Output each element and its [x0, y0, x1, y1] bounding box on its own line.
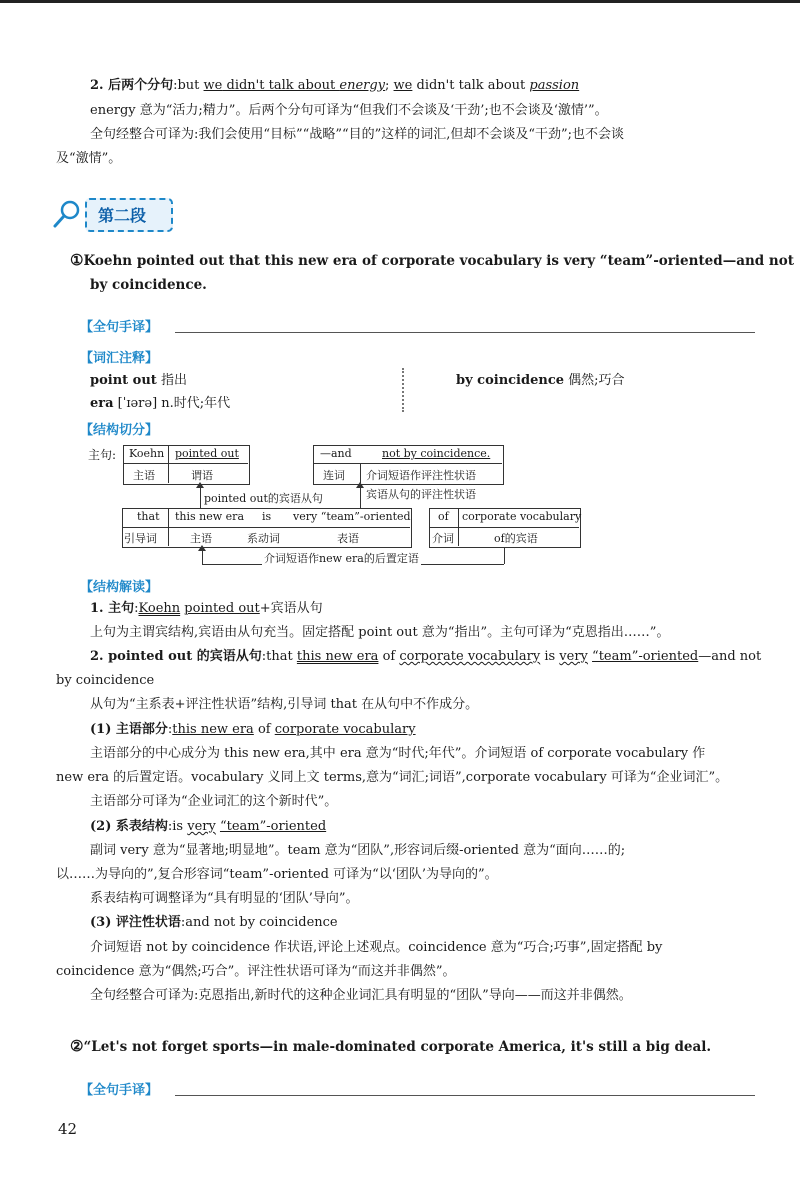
- diag-bracket-right: [504, 547, 505, 564]
- p2-text2: 以……为导向的”,复合形容词“team”-oriented 可译为“以‘团队’为导向的”。: [56, 867, 498, 882]
- p1-corp-vocab: corporate vocabulary: [274, 722, 416, 737]
- s1-vocab-tag: 【词汇注释】: [80, 351, 159, 366]
- word-we-1: we: [203, 78, 223, 93]
- p2-very: very: [187, 819, 216, 834]
- diag-of: of: [438, 510, 449, 523]
- s1-summary: 全句经整合可译为:克恩指出,新时代的这种企业词汇具有明显的“团队”导向——而这并非偶然。: [90, 988, 632, 1003]
- s2-translate-line[interactable]: [175, 1095, 755, 1096]
- section-heading: 第二段: [98, 206, 147, 225]
- p2-text3: 系表结构可调整译为“具有明显的‘团队’导向”。: [90, 891, 359, 906]
- diag-comment-adv: 宾语从句的评注性状语: [366, 488, 476, 501]
- s1-sentence-l2: by coincidence.: [90, 277, 207, 293]
- a2-tail: —and not: [698, 649, 762, 664]
- s1-number: ①: [70, 251, 84, 269]
- p1-of: of: [253, 722, 275, 737]
- diag-main-mid: [123, 463, 248, 464]
- p1-label: (1) 主语部分: [90, 722, 168, 737]
- a1-text: 上句为主谓宾结构,宾语由从句充当。固定搭配 point out 意为“指出”。主句可译为“克恩指出……”。: [90, 625, 670, 640]
- diag-and-mid: [313, 463, 502, 464]
- phrase-didnt-talk-1: didn't talk about: [222, 78, 340, 93]
- diag-subj2: 主语: [190, 532, 212, 545]
- a1-pointed-out: pointed out: [184, 601, 260, 616]
- arrow-up-icon-2: [356, 482, 364, 488]
- diag-linkv: 系动词: [247, 532, 280, 545]
- a2-pre: :that: [261, 649, 297, 664]
- vocab1-term: point out: [90, 373, 157, 388]
- a2-label: 2. pointed out 的宾语从句: [90, 649, 262, 664]
- diag-pred2: 表语: [337, 532, 359, 545]
- diag-postmod: 介词短语作new era的后置定语: [264, 552, 419, 565]
- s1-line1: [70, 251, 794, 270]
- arrow-up-icon-3: [198, 545, 206, 551]
- diag-main-sep: [168, 445, 169, 483]
- a1-colon: :: [134, 601, 139, 616]
- vocab2: [90, 395, 230, 413]
- a1-heading: [90, 600, 323, 618]
- diag-corp-vocab: corporate vocabulary: [462, 510, 582, 523]
- p1-text2: new era 的后置定语。vocabulary 义同上文 terms,意为“词汇;词语”,corporate vocabulary 可译为“企业词汇”。: [56, 770, 729, 785]
- s1-sentence-l1: Koehn pointed out that this new era of corporate vocabulary is very “team”-oriented—and not: [83, 253, 794, 269]
- vocab2-term: era: [90, 396, 114, 411]
- top-rule: [0, 0, 800, 3]
- a1-label: 1. 主句: [90, 601, 135, 616]
- diag-obj-clause: pointed out的宾语从句: [204, 492, 323, 505]
- diag-intro: 引导词: [124, 532, 157, 545]
- s1-structure-tag: 【结构切分】: [80, 423, 159, 438]
- item2-rest: :but: [173, 78, 204, 93]
- p1-pre: :: [167, 722, 173, 737]
- p2-label: (2) 系表结构: [90, 819, 168, 834]
- a2-of: of: [378, 649, 400, 664]
- p1-text1: 主语部分的中心成分为 this new era,其中 era 意为“时代;年代”。介词短语 of corporate vocabulary 作: [90, 746, 706, 761]
- diag-not-by: not by coincidence.: [382, 447, 491, 460]
- diag-main-label: 主句:: [88, 448, 117, 462]
- p1-this-new-era: this new era: [172, 722, 254, 737]
- diag-koehn: Koehn: [129, 447, 165, 460]
- top-line3: 全句经整合可译为:我们会使用“目标”“战略”“目的”这样的词汇,但却不会谈及“干劲”;也不会谈: [90, 127, 625, 142]
- s1-translate-tag: 【全句手译】: [80, 320, 159, 335]
- a2-very: very: [559, 649, 588, 664]
- s2-number: ②: [70, 1037, 84, 1055]
- p3-heading: [90, 914, 338, 932]
- s1-translate-line[interactable]: [175, 332, 755, 333]
- diag-of-obj: of的宾语: [494, 532, 538, 545]
- s1-analysis-tag: 【结构解读】: [80, 580, 159, 595]
- p2-heading: [90, 818, 326, 836]
- diag-of-mid: [429, 527, 579, 528]
- p3-rest: :and not by coincidence: [180, 915, 338, 930]
- diag-of-sep: [458, 508, 459, 546]
- top-line2: energy 意为“活力;精力”。后两个分句可译为“但我们不会谈及‘干劲’;也不会谈及‘激情’”。: [90, 103, 608, 118]
- p1-text3: 主语部分可译为“企业词汇的这个新时代”。: [90, 794, 338, 809]
- a2-text: 从句为“主系表+评注性状语”结构,引导词 that 在从句中不作成分。: [90, 697, 479, 712]
- p2-text1: 副词 very 意为“显著地;明显地”。team 意为“团队”,形容词后缀-oriented 意为“面向……的;: [90, 843, 626, 858]
- diag-and-sep: [360, 463, 361, 483]
- a2-line2: by coincidence: [56, 673, 155, 688]
- diag-subj: 主语: [133, 469, 155, 482]
- diag-this-new-era: this new era: [175, 510, 244, 523]
- page-number: 42: [58, 1120, 78, 1138]
- diag-clause-sep: [168, 508, 169, 546]
- magnifier-icon: [52, 199, 82, 229]
- a2-is: is: [540, 649, 560, 664]
- phrase-didnt-talk-2: didn't talk about: [412, 78, 530, 93]
- a2-team: “team”-oriented: [592, 649, 699, 664]
- diag-and: —and: [320, 447, 352, 460]
- word-passion: passion: [529, 78, 580, 93]
- p2-team: “team”-oriented: [219, 819, 327, 834]
- vocab1-def: 指出: [156, 373, 187, 388]
- p1-heading: [90, 721, 416, 739]
- vocab-divider: [402, 368, 410, 412]
- diag-very-team: very “team”-oriented: [293, 510, 411, 523]
- a1-tail: +宾语从句: [259, 601, 323, 616]
- a2-heading: [90, 648, 761, 666]
- p3-text2: coincidence 意为“偶然;巧合”。评注性状语可译为“而这并非偶然”。: [56, 964, 456, 979]
- vocab1: [90, 372, 187, 390]
- diag-prep: 介词: [432, 532, 454, 545]
- semicolon: ;: [385, 78, 394, 93]
- diag-conj: 连词: [323, 469, 345, 482]
- p2-pre: :is: [167, 819, 188, 834]
- p3-text1: 介词短语 not by coincidence 作状语,评论上述观点。coincidence 意为“巧合;巧事”,固定搭配 by: [90, 940, 663, 955]
- vocab3-def: 偶然;巧合: [564, 373, 625, 388]
- word-we-2: we: [393, 78, 413, 93]
- vocab3: [456, 372, 625, 390]
- diag-that: that: [137, 510, 160, 523]
- a2-this-new-era: this new era: [296, 649, 379, 664]
- diag-pred: 谓语: [191, 469, 213, 482]
- a2-corp-vocab: corporate vocabulary: [399, 649, 541, 664]
- p3-label: (3) 评注性状语: [90, 915, 181, 930]
- diag-clause-mid: [122, 527, 410, 528]
- s2-translate-tag: 【全句手译】: [80, 1083, 159, 1098]
- top-item2-line: [90, 77, 579, 95]
- a1-koehn: Koehn: [138, 601, 181, 616]
- diag-prep-phrase-adv: 介词短语作评注性状语: [366, 469, 476, 482]
- diag-is: is: [262, 510, 272, 523]
- arrow-up-icon: [196, 482, 204, 488]
- top-line4: 及“激情”。: [56, 151, 122, 166]
- vocab3-term: by coincidence: [456, 373, 564, 388]
- item2-label: 2. 后两个分句: [90, 78, 174, 93]
- diag-pointed-out: pointed out: [175, 447, 239, 460]
- vocab2-def: [ˈɪərə] n.时代;年代: [113, 396, 231, 411]
- word-energy: energy: [339, 78, 386, 93]
- s2-line: [70, 1037, 711, 1056]
- s2-sentence: “Let's not forget sports—in male-dominated corporate America, it's still a big deal.: [83, 1039, 712, 1055]
